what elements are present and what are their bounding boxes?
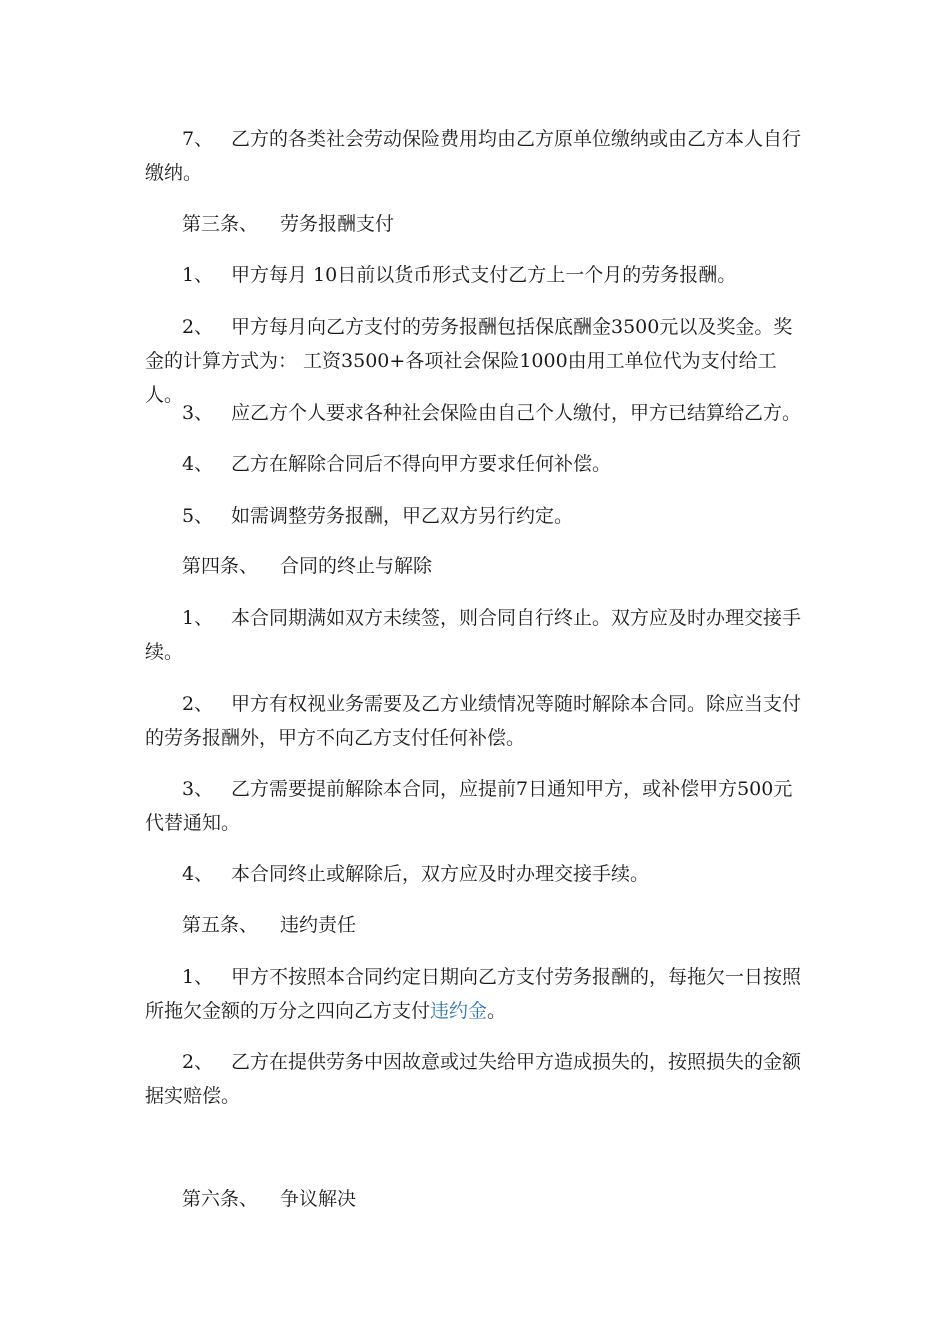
clause-3-2: 2、 甲方每月向乙方支付的劳务报酬包括保底酬金3500元以及奖金。奖金的计算方式为： 工资3500+各项社会保险1000由用工单位代为支付给工人。 (145, 316, 793, 406)
clause-3-4: 4、 乙方在解除合同后不得向甲方要求任何补偿。 (182, 453, 612, 475)
penalty-link[interactable]: 违约金 (430, 1000, 488, 1022)
clause-5-1: 1、 甲方不按照本合同约定日期向乙方支付劳务报酬的，每拖欠一日按照所拖欠金额的万分之四向乙方支付违约金。 (145, 966, 802, 1022)
clause-3-1: 1、 甲方每月 10日前以货币形式支付乙方上一个月的劳务报酬。 (182, 264, 737, 286)
article-3-heading: 第三条、 劳务报酬支付 (182, 213, 395, 235)
clause-4-4: 4、 本合同终止或解除后，双方应及时办理交接手续。 (182, 863, 650, 885)
clause-7: 7、 乙方的各类社会劳动保险费用均由乙方原单位缴纳或由乙方本人自行缴纳。 (145, 128, 802, 184)
clause-4-2: 2、 甲方有权视业务需要及乙方业绩情况等随时解除本合同。除应当支付的劳务报酬外，甲方不向乙方支付任何补偿。 (145, 693, 802, 749)
article-4-heading: 第四条、 合同的终止与解除 (182, 555, 433, 577)
clause-3-5: 5、 如需调整劳务报酬，甲乙双方另行约定。 (182, 505, 574, 527)
clause-4-3: 3、 乙方需要提前解除本合同，应提前7日通知甲方，或补偿甲方500元代替通知。 (145, 778, 793, 834)
clause-3-3: 3、 应乙方个人要求各种社会保险由自己个人缴付，甲方已结算给乙方。 (182, 402, 802, 424)
clause-4-1: 1、 本合同期满如双方未续签，则合同自行终止。双方应及时办理交接手续。 (145, 607, 802, 663)
clause-5-2: 2、 乙方在提供劳务中因故意或过失给甲方造成损失的，按照损失的金额据实赔偿。 (145, 1051, 802, 1107)
article-5-heading: 第五条、 违约责任 (182, 914, 357, 936)
article-6-heading: 第六条、 争议解决 (182, 1188, 357, 1210)
